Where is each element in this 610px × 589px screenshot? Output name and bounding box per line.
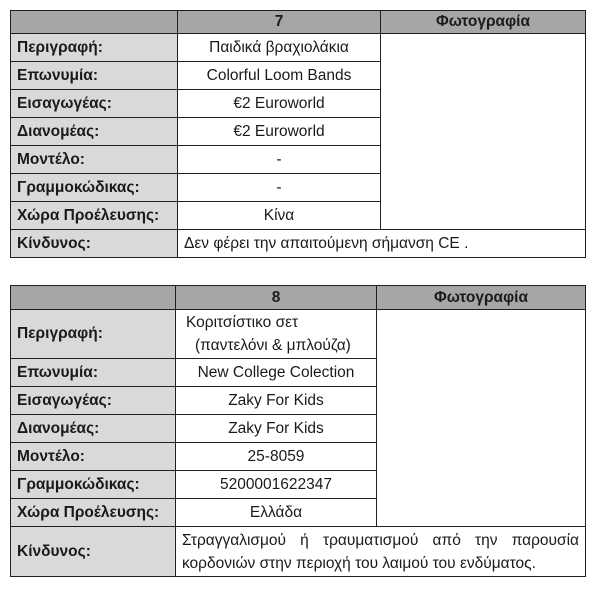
distributor-value: €2 Euroworld: [178, 118, 381, 146]
product-table-7: [10, 10, 586, 258]
barcode-value: 5200001622347: [176, 471, 377, 499]
brand-value: New College Colection: [176, 359, 377, 387]
product-table-8: [10, 285, 586, 577]
importer-value: €2 Euroworld: [178, 90, 381, 118]
product-number: 8: [176, 286, 377, 310]
country-label: Χώρα Προέλευσης:: [11, 202, 178, 230]
importer-label: Εισαγωγέας:: [11, 387, 176, 415]
product-number: 7: [178, 11, 381, 34]
importer-label: Εισαγωγέας:: [11, 90, 178, 118]
hazard-line-2: κορδονιών στην περιοχή του λαιμού του ενδύματος.: [182, 554, 536, 572]
model-label: Μοντέλο:: [11, 443, 176, 471]
model-value: 25-8059: [176, 443, 377, 471]
barcode-label: Γραμμοκώδικας:: [11, 174, 178, 202]
country-value: Ελλάδα: [176, 499, 377, 527]
hazard-label: Κίνδυνος:: [11, 230, 178, 258]
importer-value: Zaky For Kids: [176, 387, 377, 415]
distributor-label: Διανομέας:: [11, 415, 176, 443]
model-value: -: [178, 146, 381, 174]
header-empty-cell: [11, 11, 178, 34]
description-label: Περιγραφή:: [11, 310, 176, 359]
description-value: Παιδικά βραχιολάκια: [178, 34, 381, 62]
description-value: [176, 310, 377, 359]
brand-label: Επωνυμία:: [11, 359, 176, 387]
photo-cell: [381, 34, 586, 230]
hazard-value: [176, 527, 586, 577]
hazard-value: Δεν φέρει την απαιτούμενη σήμανση CE .: [178, 230, 586, 258]
photo-cell: [377, 310, 586, 527]
barcode-label: Γραμμοκώδικας:: [11, 471, 176, 499]
country-label: Χώρα Προέλευσης:: [11, 499, 176, 527]
photo-header: Φωτογραφία: [377, 286, 586, 310]
hazard-label: Κίνδυνος:: [11, 527, 176, 577]
distributor-label: Διανομέας:: [11, 118, 178, 146]
distributor-value: Zaky For Kids: [176, 415, 377, 443]
header-empty-cell: [11, 286, 176, 310]
country-value: Κίνα: [178, 202, 381, 230]
hazard-line-1: Στραγγαλισμού ή τραυματισμού από την παρουσία: [182, 531, 579, 549]
description-label: Περιγραφή:: [11, 34, 178, 62]
brand-label: Επωνυμία:: [11, 62, 178, 90]
brand-value: Colorful Loom Bands: [178, 62, 381, 90]
photo-header: Φωτογραφία: [381, 11, 586, 34]
description-line-1: Κοριτσίστικο σετ: [186, 314, 299, 331]
barcode-value: -: [178, 174, 381, 202]
model-label: Μοντέλο:: [11, 146, 178, 174]
description-line-2: (παντελόνι & μπλούζα): [195, 337, 351, 354]
